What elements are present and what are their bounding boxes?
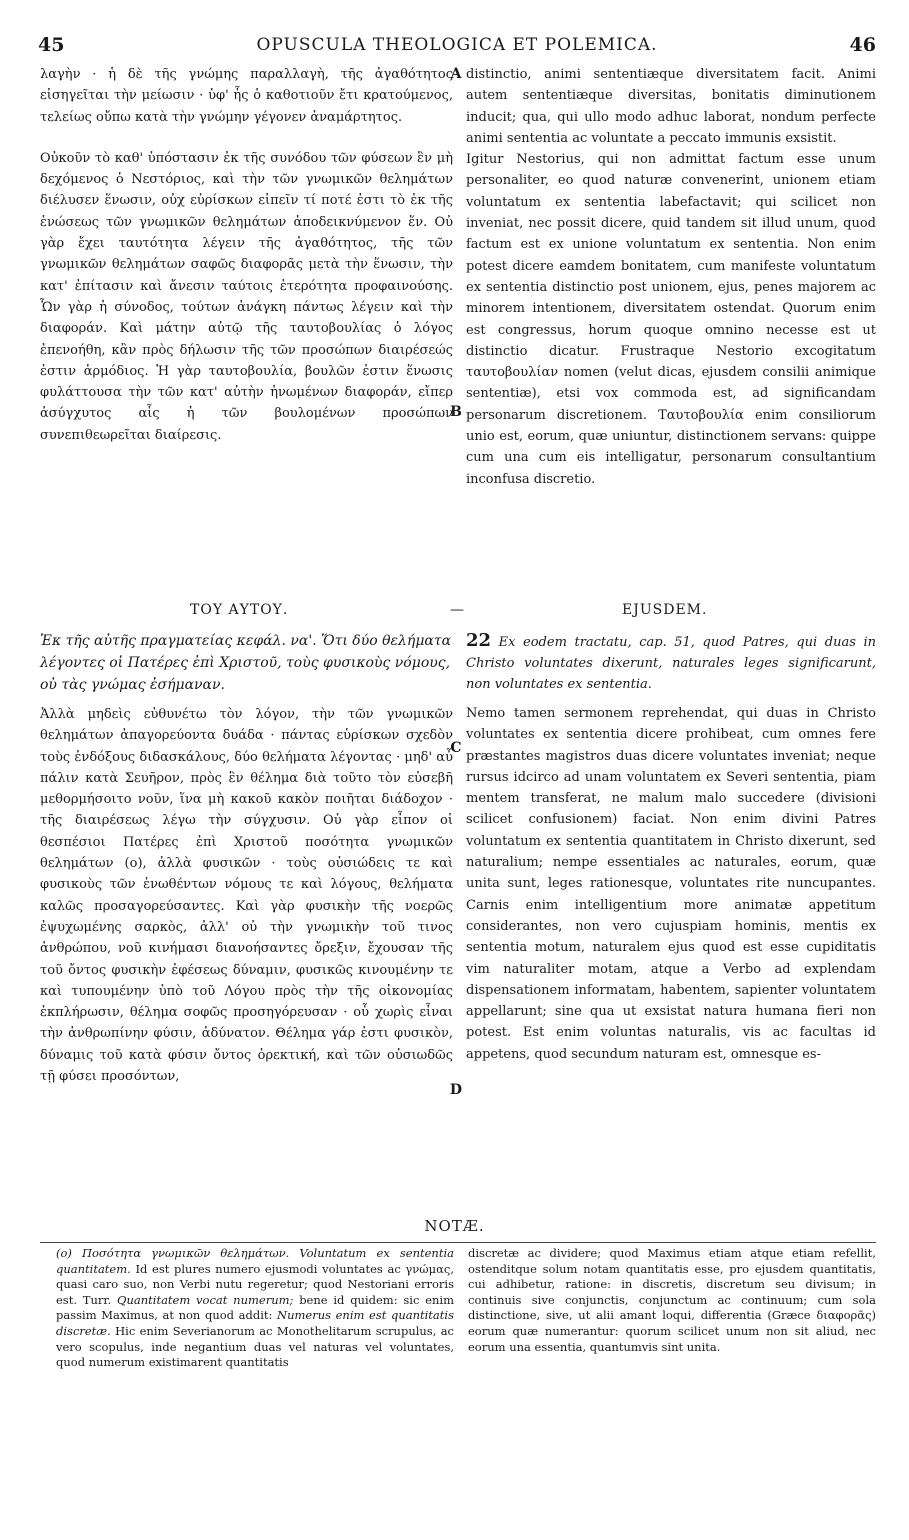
greek-column-top: [40, 64, 453, 446]
latin-paragraph: distinctio, animi sententiæque diversitatem facit. Animi autem sententiæque diversitas, bonitatis diminutionem inducit; qua, qui ullo modo adhuc laborat, nondum perfecte animi sententia ac voluntate a peccato immunis exsistit.: [466, 67, 876, 146]
greek-paragraph: Οὐκοῦν τὸ καθ' ὑπόστασιν ἐκ τῆς συνόδου τῶν φύσεων ἓν μὴ δεχόμενος ὁ Νεστόριος, καὶ τὴν τῶν γνωμικῶν θελημάτων διέλυσεν ἕνωσιν, οὐχ εὑρίσκων εἰπεῖν τί ποτέ ἐστι τὸ ἐκ τῆς ἑνώσεως τῶν γνωμικῶν θελημάτων ἀποδεικνύμενον ἕν. Οὐ γὰρ ἔχει ταυτότητα λέγειν τῆς ἀγαθότητος, τῆς τῶν γνωμικῶν θελημάτων σαφῶς διαφορᾶς μετὰ τὴν ἕνωσιν, τὴν κατ' ἐπίτασιν καὶ ἄνεσιν ταύτοις ἑτερότητα προφαινούσης. Ὧν γὰρ ἡ σύνοδος, τούτων ἀνάγκη πάντως λέγειν καὶ τὴν διαφοράν. Καὶ μάτην αὐτῷ τῆς ταυτοβουλίας ὁ λόγος ἐπενοήθη, κἂν πρὸς δήλωσιν τῆς τῶν προσώπων διαιρέσεώς ἐστιν ἁρμόδιος. Ἡ γὰρ ταυτοβουλία, βουλῶν ἐστιν ἕνωσις φυλάττουσα τὴν τῶν κατ' αὐτὴν ἡνωμένων διαφοράν, εἴπερ ἀσύγχυτος αἷς ἡ τῶν βουλομένων προσώπων συνεπιθεωρεῖται διαίρεσις.: [40, 150, 453, 443]
note-text: Id est plures numero ejusmodi voluntates ac γνώμας, quasi caro suo, non Verbi nutu regeretur; quod Nestoriani erroris est. Turr.: [56, 1261, 454, 1307]
greek-chapter-subtitle: Ἐκ τῆς αὐτῆς πραγματείας κεφάλ. να'. Ὅτι δύο θελήματα λέγοντες οἱ Πατέρες ἐπὶ Χριστοῦ, τοὺς φυσικοὺς νόμους, οὐ τὰς γνώμας ἐσήμαναν.: [40, 633, 452, 693]
running-header: [38, 34, 876, 62]
notes-heading: NOTÆ.: [424, 1217, 485, 1235]
note-column-left: [56, 1246, 454, 1371]
greek-section-heading: ΤΟΥ ΑΥΤΟΥ.: [190, 602, 289, 618]
margin-marker-a: A: [450, 66, 462, 82]
latin-paragraph: Igitur Nestorius, qui non admittat factum esse unum personaliter, eo quod naturæ convenerint, unionem etiam voluntatum ex sententia labefactavit; qui scilicet non inveniat, nec possit dicere, quid tandem sit illud unum, quod factum est ex unione voluntatum ex sententia. Non enim potest dicere eamdem bonitatem, cum manifeste voluntatum ex sententia distinctio post unionem, ejus, penes majorem ac minorem intentionem, diversitatem ostendat. Quorum enim est congressus, horum quoque omnino necesse est ut distinctio dicatur. Frustraque Nestorio excogitatum ταυτοβουλίαν nomen (velut dicas, ejusdem consilii animique sententiæ), etsi vox commoda est, ad significandam personarum discretionem. Ταυτοβουλία enim consiliorum unio est, eorum, quæ uniuntur, distinctionem servans: quippe cum una cum eis intelligatur, personarum consultantium inconfusa discretio.: [466, 152, 876, 487]
greek-column-bottom: [40, 630, 453, 1087]
note-column-right: [468, 1246, 876, 1355]
margin-marker-c: C: [450, 740, 462, 756]
notes-divider: [40, 1242, 876, 1243]
latin-paragraph: Nemo tamen sermonem reprehendat, qui duas in Christo voluntates ex sententia dicere prohibeat, cum omnes fere præstantes magistros duas dicere voluntates inveniat; neque rursus idcirco ad unam voluntatem ex Severi sententia, piam mentem transferat, ne malum malo succedere (divisioni scilicet confusionem) faciat. Non enim divini Patres voluntatum ex sententia quantitatem in Christo dixerunt, sed naturalium; nempe essentiales ac naturales, eorum, quæ unita sunt, leges rationesque, voluntates rite nuncupantes. Carnis enim intelligentium more animatæ appetitum considerantes, non vero cujuspiam hominis, mentis ex sententia motum, naturalem ejus quod est esse cupiditatis vim naturaliter motam, atque a Verbo ad explendam dispensationem informatam, habentem, sapienter voluntatem appellarunt; sine qua ut exsistat natura humana fieri non potest. Est enim voluntas naturalis, vis ac facultas id appetens, quod secundum naturam est, omnesque es-: [466, 706, 876, 1062]
note-text: discretæ ac dividere; quod Maximus etiam atque etiam refellit, ostenditque solum notam quantitatis esse, pro ejusdem quantitatis, cui adhibetur, ratione: in discretis, discretum seu divisum; in continuis sive conjunctis, conjunctum ac continuum; cum sola distinctione, sive, ut alii amant loqui, differentia (Græce διαφορᾶς) eorum quæ numerantur: quorum scilicet unum non sit aliud, nec eorum una essentia, quantumvis sint unita.: [468, 1246, 876, 1354]
section-number: 22: [466, 630, 492, 651]
note-lemma: (o) Ποσότητα γνωμικῶν θελημάτων. Voluntatum ex sententia quantitatem.: [56, 1246, 454, 1276]
note-quote: Quantitatem vocat numerum;: [117, 1292, 294, 1307]
latin-section-heading: EJUSDEM.: [622, 602, 708, 618]
latin-subtitle-text: Ex eodem tractatu, cap. 51, quod Patres, qui duas in Christo voluntates dixerunt, naturales leges significarunt, non voluntates ex sententia.: [466, 635, 876, 692]
note-text: Hic enim Severianorum ac Monothelitarum scrupulus, ac vero scopulus, inde negantium duas vel naturas vel voluntates, quod numerum existimarent quantitatis: [56, 1323, 454, 1370]
margin-marker-d: D: [449, 1082, 463, 1098]
margin-marker-b: B: [450, 404, 462, 420]
note-quote: Numerus enim est quantitatis discretæ.: [56, 1308, 454, 1338]
greek-paragraph: λαγὴν · ἡ δὲ τῆς γνώμης παραλλαγὴ, τῆς ἀγαθότητος εἰσηγεῖται τὴν μείωσιν · ὑφ' ἧς ὁ καθοτιοῦν ἔτι κρατούμενος, τελείως οὔπω κατὰ τὴν γνώμην γέγονεν ἀναμάρτητος.: [40, 67, 453, 125]
latin-column-top: [466, 64, 876, 490]
note-text: bene id quidem: sic enim passim Maximus, at non quod addit:: [56, 1292, 454, 1323]
running-title: OPUSCULA THEOLOGICA ET POLEMICA.: [256, 35, 658, 55]
heading-separator: —: [450, 602, 464, 618]
latin-column-bottom: [466, 630, 876, 1065]
greek-paragraph: Ἀλλὰ μηδεὶς εὐθυνέτω τὸν λόγον, τὴν τῶν γνωμικῶν θελημάτων ἀπαγορεύοντα δυάδα · πάντας εὑρίσκων σχεδὸν τοὺς ἐνδόξους διδασκάλους, δύο θελήματα λέγοντας · μηδ' αὖ πάλιν κατὰ Σευῆρον, πρὸς ἓν θέλημα διὰ τοῦτο τὸν εὐσεβῆ μεθορμήσοιτο νοῦν, ἵνα μὴ κακοῦ κακὸν ποιῆται διάδοχον · τῆς διαιρέσεως λέγω τὴν σύγχυσιν. Οὐ γὰρ εἶπον οἱ θεσπέσιοι Πατέρες ἐπὶ Χριστοῦ ποσότητα γνωμικῶν θελημάτων (o), ἀλλὰ φυσικῶν · τοὺς οὐσιώδεις τε καὶ φυσικοὺς τῶν ἑνωθέντων νόμους τε καὶ λόγους, θελήματα καλῶς προσαγορεύσαντες. Καὶ γὰρ φυσικὴν τῆς νοερῶς ἐψυχωμένης σαρκὸς, ἀλλ' οὐ τὴν γνωμικὴν τοῦ τινος ἀνθρώπου, νοῦ κινήμασι διανοήσαντες ὄρεξιν, ἔχουσαν τῆς τοῦ ὄντος φυσικὴν ἐφέσεως δύναμιν, φυσικῶς κινουμένην τε καὶ τυπουμένην ὑπὸ τοῦ Λόγου πρὸς τὴν τῆς οἰκονομίας ἐκπλήρωσιν, θέλημα σοφῶς προσηγόρευσαν · οὗ χωρὶς εἶναι τὴν ἀνθρωπίνην φύσιν, ἀδύνατον. Θέλημα γάρ ἐστι φυσικὸν, δύναμις τοῦ κατὰ φύσιν ὄντος ὀρεκτική, καὶ τῶν οὐσιωδῶς τῇ φύσει προσόντων,: [40, 707, 453, 1085]
page-number-right: 46: [849, 34, 876, 56]
latin-chapter-subtitle: [466, 630, 876, 695]
page-number-left: 45: [38, 34, 65, 56]
